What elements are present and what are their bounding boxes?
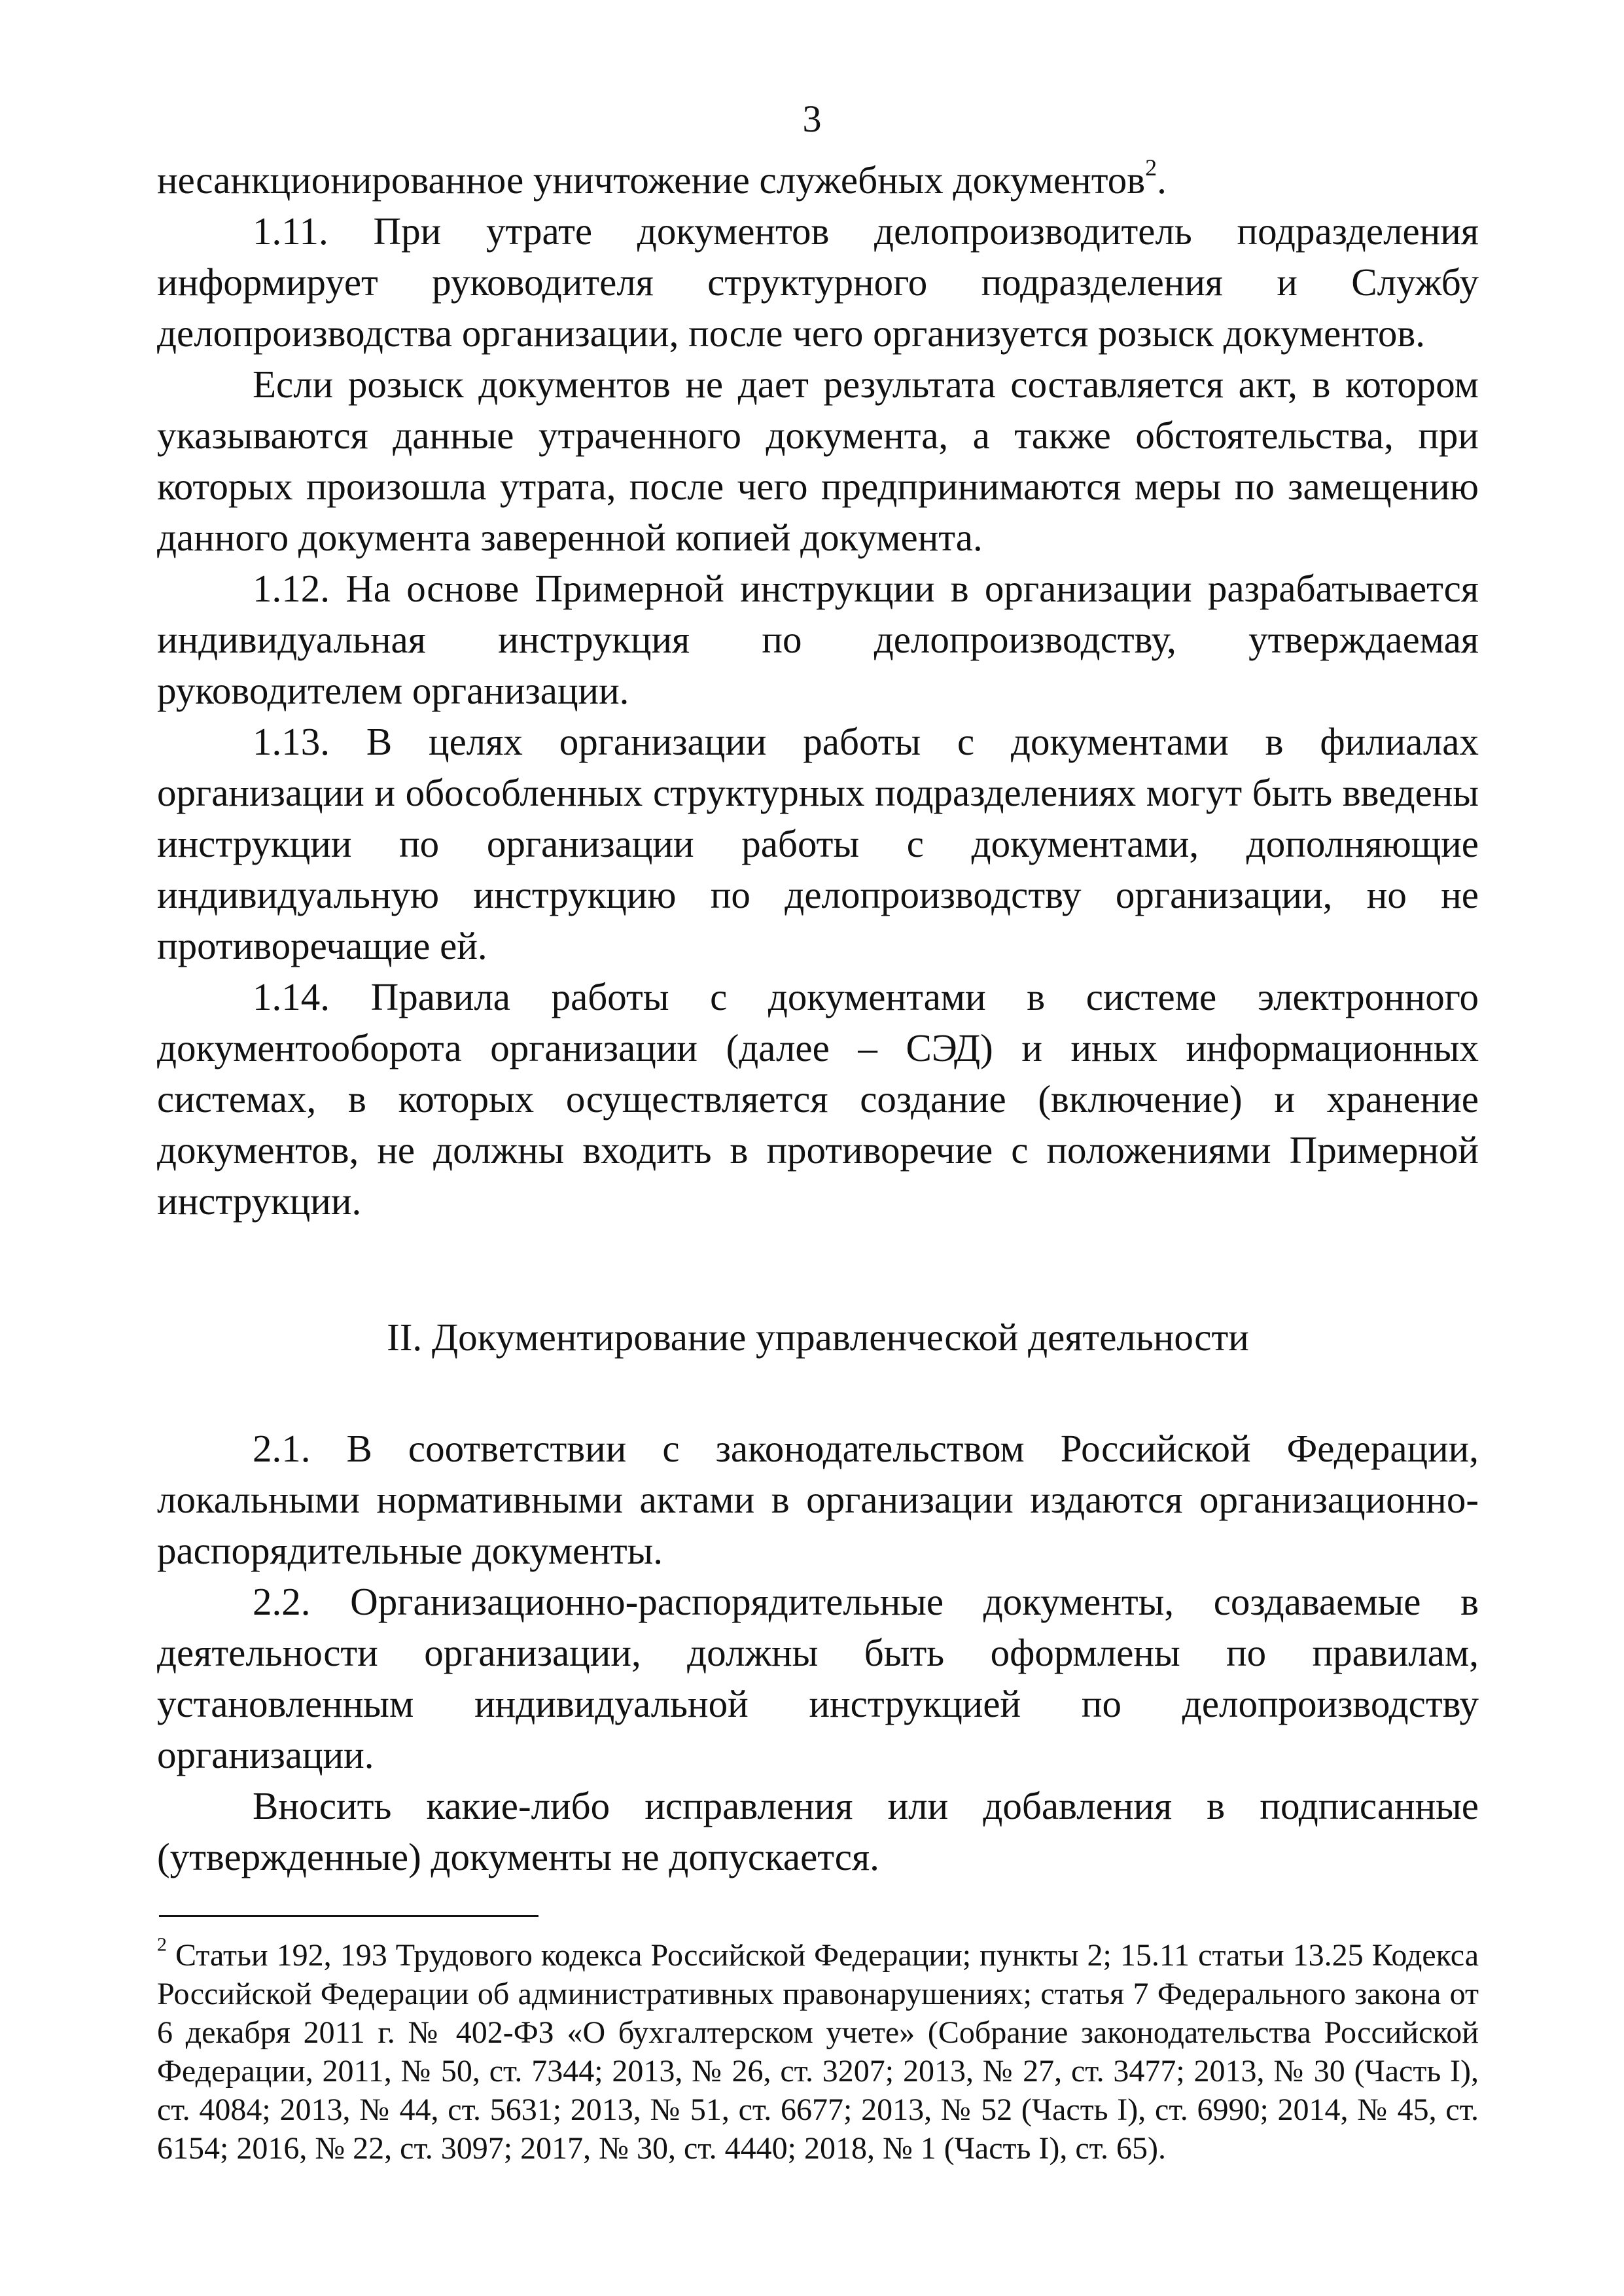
footnote <box>157 1933 1479 2168</box>
paragraph-2-1: 2.1. В соответствии с законодательством Российской Федерации, локальными нормативными актами в организации издаются организационно-распорядительные документы. <box>157 1427 1479 1572</box>
footnote-reference: 2 <box>1145 154 1157 181</box>
paragraph-1-11-search: Если розыск документов не дает результата составляется акт, в котором указываются данные утраченного документа, а также обстоятельства, при которых произошла утрата, после чего предпринимаются меры по замещению данного документа заверенной копией документа. <box>157 363 1479 559</box>
paragraph-1-14: 1.14. Правила работы с документами в системе электронного документооборота организации (далее – СЭД) и иных информационных системах, в которых осуществляется создание (включение) и хранение документов, не должны входить в противоречие с положениями Примерной инструкции. <box>157 975 1479 1223</box>
paragraph-text: несанкционированное уничтожение служебных документов <box>157 158 1146 202</box>
paragraph-1-13: 1.13. В целях организации работы с документами в филиалах организации и обособленных структурных подразделениях могут быть введены инструкции по организации работы с документами, дополняющие индивидуальную инструкцию по делопроизводству организации, но не противоречащие ей. <box>157 720 1479 967</box>
section-heading: II. Документирование управленческой деятельности <box>387 1316 1249 1359</box>
paragraph-1-12: 1.12. На основе Примерной инструкции в организации разрабатывается индивидуальная инструкция по делопроизводству, утверждаемая руководителем организации. <box>157 567 1479 712</box>
paragraph-continuation <box>157 154 1479 206</box>
paragraph-2-2: 2.2. Организационно-распорядительные документы, создаваемые в деятельности организации, должны быть оформлены по правилам, установленным индивидуальной инструкцией по делопроизводству организации. <box>157 1580 1479 1776</box>
document-body <box>157 154 1479 1882</box>
footnote-divider <box>159 1915 538 1917</box>
footnote-text: Статьи 192, 193 Трудового кодекса Российской Федерации; пункты 2; 15.11 статьи 13.25 Кодекса Российской Федерации об административных правонарушениях; статья 7 Федерального закона от 6 декабря 2011 г. № 402-ФЗ «О бухгалтерском учете» (Собрание законодательства Российской Федерации, 2011, № 50, ст. 7344; 2013, № 26, ст. 3207; 2013, № 27, ст. 3477; 2013, № 30 (Часть I), ст. 4084; 2013, № 44, ст. 5631; 2013, № 51, ст. 6677; 2013, № 52 (Часть I), ст. 6990; 2014, № 45, ст. 6154; 2016, № 22, ст. 3097; 2017, № 30, ст. 4440; 2018, № 1 (Часть I), ст. 65). <box>157 1938 1479 2166</box>
page-number: 3 <box>802 98 822 140</box>
paragraph-1-11: 1.11. При утрате документов делопроизводитель подразделения информирует руководителя структурного подразделения и Службу делопроизводства организации, после чего организуется розыск документов. <box>157 209 1479 355</box>
paragraph-punctuation: . <box>1157 158 1167 202</box>
footnote-marker: 2 <box>157 1933 167 1956</box>
paragraph-2-2-corrections: Вносить какие-либо исправления или добавления в подписанные (утвержденные) документы не допускается. <box>157 1784 1479 1878</box>
